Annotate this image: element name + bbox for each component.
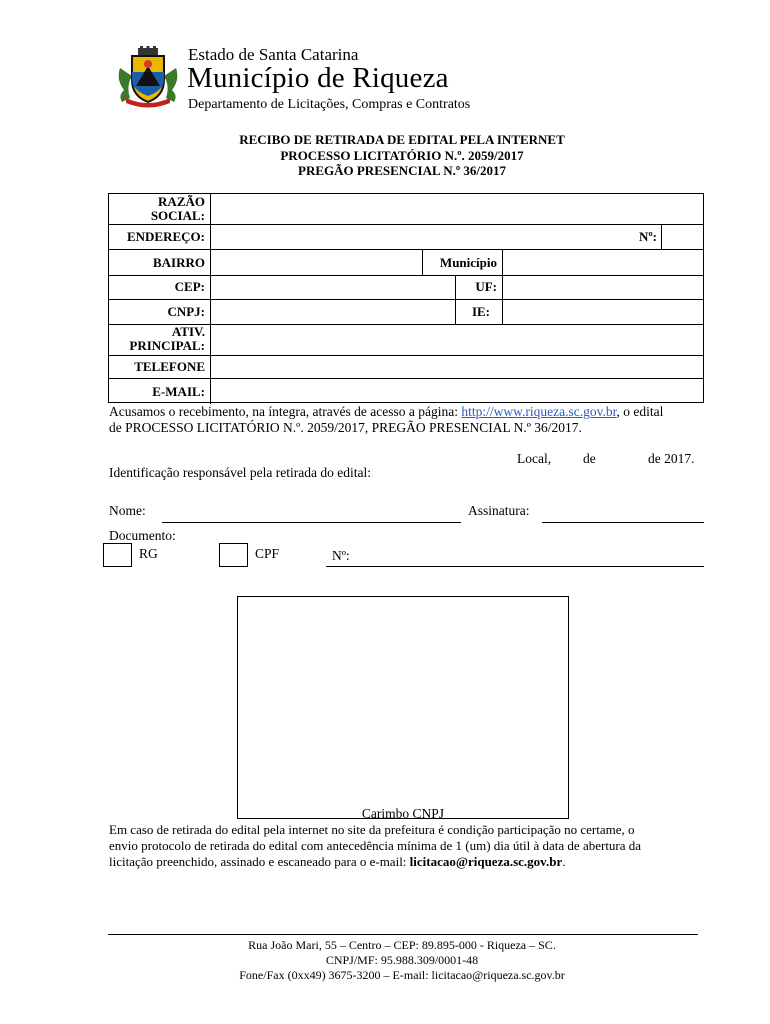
label-ativ-principal: ATIV. PRINCIPAL: — [129, 324, 205, 353]
email-field[interactable] — [211, 379, 703, 403]
identification-label: Identificação responsável pela retirada do edital: — [109, 465, 371, 480]
signature-label: Assinatura: — [468, 503, 530, 518]
notice-text: Em caso de retirada do edital pela internet no site da prefeitura é condição participação no certame, o envio protocolo de retirada do edital com antecedência mínima de 1 (um) dia útil à data de abertura da licitação preenchido, assinado e escaneado para o e-mail: licitacao@riqueza.sc.gov.br. — [109, 822, 642, 869]
date-local: Local, — [517, 451, 552, 466]
endereco-field[interactable] — [211, 225, 661, 249]
company-info-form — [108, 193, 704, 403]
title-receipt: RECIBO DE RETIRADA DE EDITAL PELA INTERNET — [239, 132, 565, 147]
document-number-line[interactable] — [326, 566, 704, 567]
label-uf: UF: — [475, 279, 497, 294]
label-numero: Nº: — [638, 229, 657, 244]
label-telefone: TELEFONE — [134, 359, 205, 374]
numero-field[interactable] — [662, 225, 703, 249]
municipio-field[interactable] — [503, 250, 703, 275]
title-auction: PREGÃO PRESENCIAL N.º 36/2017 — [298, 163, 506, 178]
footer-divider — [108, 934, 698, 935]
coat-of-arms-logo — [116, 46, 180, 108]
cnpj-stamp-box[interactable] — [237, 596, 569, 819]
footer-cnpj: CNPJ/MF: 95.988.309/0001-48 — [325, 953, 479, 967]
label-endereco: ENDEREÇO: — [126, 229, 205, 244]
document-number-label: Nº: — [332, 548, 350, 563]
footer-address: Rua João Mari, 55 – Centro – CEP: 89.895-000 - Riqueza – SC. — [248, 938, 556, 952]
department-name: Departamento de Licitações, Compras e Contratos — [188, 97, 471, 112]
footer — [0, 938, 770, 983]
telefone-field[interactable] — [211, 356, 703, 378]
title-process: PROCESSO LICITATÓRIO N.º. 2059/2017 — [280, 147, 524, 163]
rg-label: RG — [139, 546, 158, 561]
website-link[interactable]: http://www.riqueza.sc.gov.br — [461, 404, 617, 419]
footer-contact: Fone/Fax (0xx49) 3675-3200 – E-mail: licitacao@riqueza.sc.gov.br — [239, 968, 565, 982]
label-bairro: BAIRRO — [152, 255, 205, 270]
label-razao-social: RAZÃO SOCIAL: — [150, 194, 205, 223]
cpf-label: CPF — [255, 546, 280, 561]
label-email: E-MAIL: — [152, 384, 205, 399]
label-cep: CEP: — [174, 279, 205, 294]
document-label: Documento: — [109, 528, 176, 543]
rg-checkbox[interactable] — [103, 543, 132, 567]
ativ-principal-field[interactable] — [211, 325, 703, 355]
label-ie: IE: — [471, 304, 490, 319]
cnpj-field[interactable] — [211, 300, 455, 324]
uf-field[interactable] — [503, 276, 703, 299]
date-year: de 2017. — [648, 451, 695, 466]
notice-email: licitacao@riqueza.sc.gov.br — [409, 854, 563, 869]
cpf-checkbox[interactable] — [219, 543, 248, 567]
bairro-field[interactable] — [211, 250, 422, 275]
ie-field[interactable] — [503, 300, 703, 324]
razao-social-field[interactable] — [211, 194, 703, 224]
date-de: de — [583, 451, 596, 466]
cep-field[interactable] — [211, 276, 455, 299]
name-label: Nome: — [109, 503, 146, 518]
cnpj-stamp-label: Carimbo CNPJ — [361, 806, 445, 821]
name-line[interactable] — [162, 522, 461, 523]
acknowledgement-text: Acusamos o recebimento, na íntegra, através de acesso a página: http://www.riqueza.sc.gov.br, o edital de PROCESSO LICITATÓRIO N.º. 2059/2017, PREGÃO PRESENCIAL N.º 36/2017. — [109, 404, 664, 435]
signature-line[interactable] — [542, 522, 704, 523]
label-cnpj: CNPJ: — [167, 304, 205, 319]
municipality-name: Município de Riqueza — [187, 62, 449, 94]
state-name: Estado de Santa Catarina — [188, 45, 359, 64]
label-municipio: Município — [439, 255, 497, 270]
document-titles — [0, 132, 770, 179]
